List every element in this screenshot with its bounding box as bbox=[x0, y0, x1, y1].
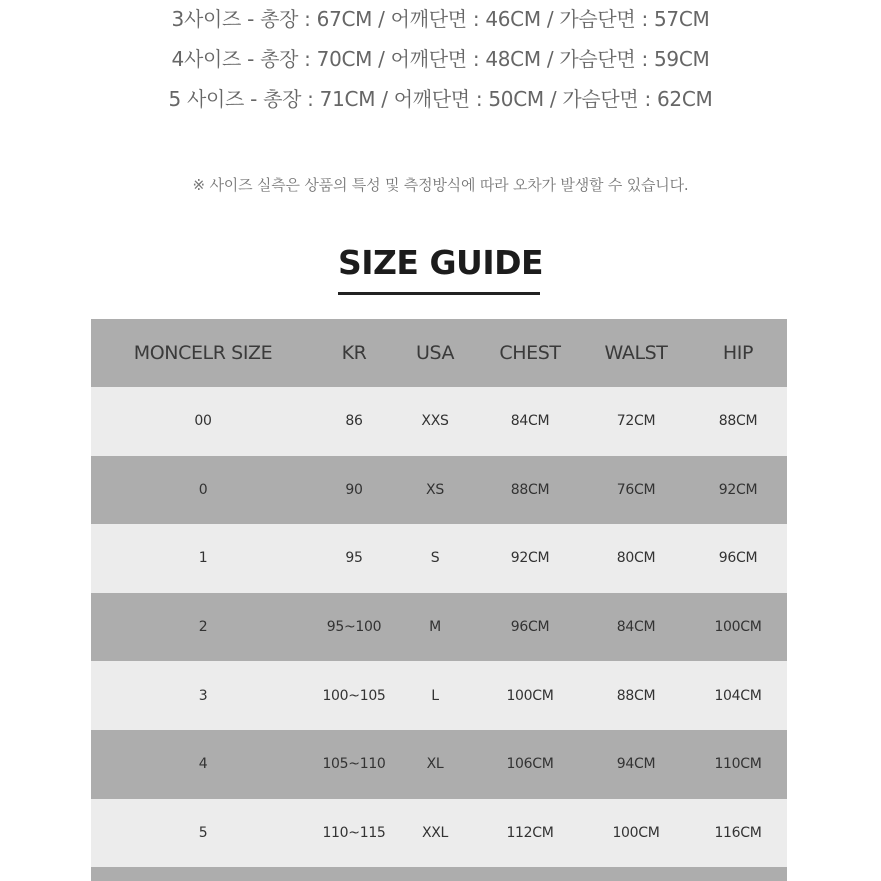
cell-moncler-size: 1 bbox=[198, 550, 208, 567]
cell-waist: 72CM bbox=[616, 413, 656, 430]
cell-moncler-size: 2 bbox=[198, 619, 208, 636]
cell-hip: 96CM bbox=[718, 550, 758, 567]
cell-waist: 88CM bbox=[616, 687, 656, 704]
table-row-cut-off bbox=[91, 867, 787, 881]
cell-kr: 110~115 bbox=[322, 824, 386, 841]
cell-usa: XXS bbox=[421, 413, 449, 430]
size-line-3: 3사이즈 - 총장 : 67CM / 어깨단면 : 46CM / 가슴단면 : 57CM bbox=[171, 7, 710, 31]
cell-chest: 106CM bbox=[506, 756, 554, 773]
cell-chest: 112CM bbox=[506, 824, 554, 841]
cell-hip: 88CM bbox=[718, 413, 758, 430]
size-line-5: 5 사이즈 - 총장 : 71CM / 어깨단면 : 50CM / 가슴단면 : 62CM bbox=[168, 87, 713, 111]
header-chest: CHEST bbox=[499, 342, 561, 364]
cell-kr: 105~110 bbox=[322, 756, 386, 773]
header-waist: WALST bbox=[604, 342, 668, 364]
cell-moncler-size: 00 bbox=[194, 413, 212, 430]
cell-kr: 90 bbox=[345, 481, 363, 498]
cell-waist: 94CM bbox=[616, 756, 656, 773]
cell-usa: M bbox=[429, 619, 441, 636]
cell-hip: 110CM bbox=[714, 756, 762, 773]
cell-hip: 104CM bbox=[714, 687, 762, 704]
cell-chest: 92CM bbox=[510, 550, 550, 567]
size-line-4: 4사이즈 - 총장 : 70CM / 어깨단면 : 48CM / 가슴단면 : 59CM bbox=[171, 47, 710, 71]
table-row bbox=[91, 456, 787, 525]
header-kr: KR bbox=[341, 342, 367, 364]
cell-waist: 80CM bbox=[616, 550, 656, 567]
cell-moncler-size: 0 bbox=[198, 481, 208, 498]
cell-moncler-size: 3 bbox=[198, 687, 208, 704]
cell-chest: 88CM bbox=[510, 481, 550, 498]
size-guide-title: SIZE GUIDE bbox=[337, 243, 544, 282]
cell-kr: 95 bbox=[345, 550, 363, 567]
table-row bbox=[91, 730, 787, 799]
cell-usa: XS bbox=[426, 481, 444, 498]
cell-chest: 84CM bbox=[510, 413, 550, 430]
cell-kr: 100~105 bbox=[322, 687, 386, 704]
header-moncler-size: MONCELR SIZE bbox=[133, 342, 273, 364]
cell-waist: 100CM bbox=[612, 824, 660, 841]
cell-kr: 86 bbox=[345, 413, 363, 430]
cell-hip: 116CM bbox=[714, 824, 762, 841]
table-row bbox=[91, 387, 787, 456]
cell-moncler-size: 5 bbox=[198, 824, 208, 841]
measurement-notice: ※ 사이즈 실측은 상품의 특성 및 측정방식에 따라 오차가 발생할 수 있습니다. bbox=[192, 176, 689, 194]
cell-moncler-size: 4 bbox=[198, 756, 208, 773]
cell-usa: S bbox=[430, 550, 440, 567]
cell-hip: 100CM bbox=[714, 619, 762, 636]
table-row bbox=[91, 524, 787, 593]
cell-usa: XXL bbox=[421, 824, 449, 841]
cell-usa: XL bbox=[426, 756, 444, 773]
size-guide-table bbox=[91, 319, 787, 881]
title-underline bbox=[338, 292, 540, 295]
header-usa: USA bbox=[415, 342, 455, 364]
cell-hip: 92CM bbox=[718, 481, 758, 498]
cell-usa: L bbox=[431, 687, 439, 704]
table-row bbox=[91, 799, 787, 868]
table-header-row bbox=[91, 319, 787, 387]
cell-chest: 96CM bbox=[510, 619, 550, 636]
cell-waist: 84CM bbox=[616, 619, 656, 636]
cell-kr: 95~100 bbox=[326, 619, 382, 636]
header-hip: HIP bbox=[722, 342, 754, 364]
table-row bbox=[91, 661, 787, 730]
cell-waist: 76CM bbox=[616, 481, 656, 498]
cell-chest: 100CM bbox=[506, 687, 554, 704]
table-row bbox=[91, 593, 787, 662]
